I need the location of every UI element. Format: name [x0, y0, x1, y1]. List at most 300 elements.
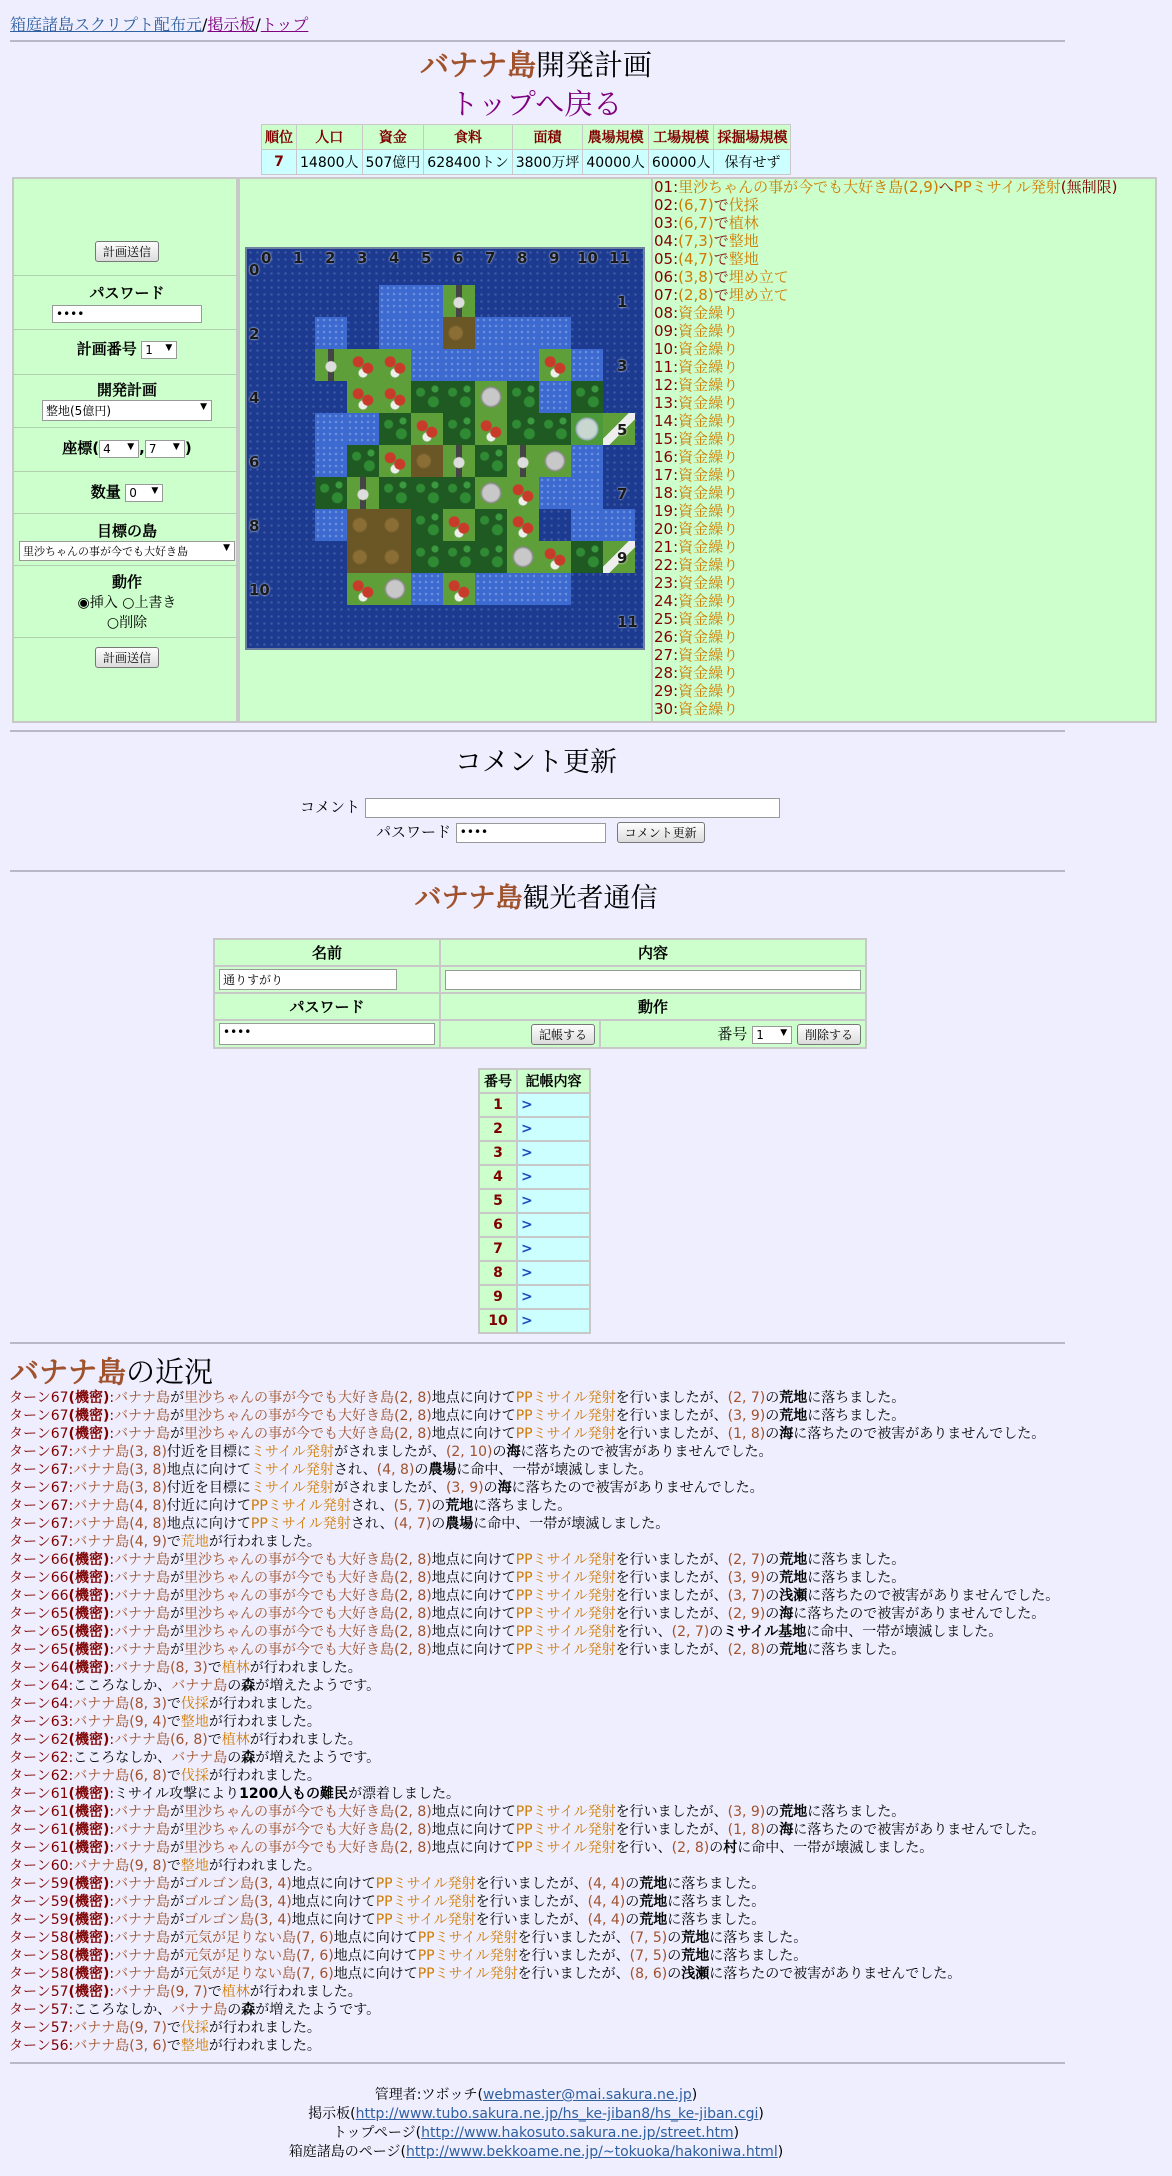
map-tile[interactable]: [347, 381, 379, 413]
log-text: (機密): [68, 1786, 110, 1802]
stat-header: 人口: [297, 125, 363, 150]
map-tile[interactable]: [347, 477, 379, 509]
log-text: ターン65: [9, 1624, 69, 1640]
log-text: 里沙ちゃんの事が今でも大好き島: [184, 1570, 395, 1586]
comment-update-button[interactable]: コメント更新: [617, 822, 705, 843]
coord-y-value: 7: [148, 442, 157, 456]
plan-number: 29:: [654, 682, 679, 700]
map-tile[interactable]: [539, 573, 571, 605]
map-tile[interactable]: [507, 477, 539, 509]
log-text: が行われました。: [208, 1858, 321, 1874]
log-text: が増えたようです。: [255, 1750, 381, 1766]
plan-item: [654, 394, 1154, 412]
log-text: (3, 8): [129, 1480, 167, 1496]
map-tile[interactable]: [411, 317, 443, 349]
log-text: :: [109, 1912, 115, 1928]
log-text: (機密): [68, 1984, 110, 2000]
log-text: が: [170, 1426, 185, 1442]
log-text: ミサイル発射: [250, 1462, 334, 1478]
log-text: (4, 7): [393, 1516, 432, 1532]
map-tile[interactable]: [443, 541, 475, 573]
map-tile[interactable]: [507, 349, 539, 381]
log-text: バナナ島: [114, 1408, 171, 1424]
log-text: ターン63:: [9, 1714, 74, 1730]
plan-item: [654, 682, 1154, 700]
log-text: 里沙ちゃんの事が今でも大好き島: [184, 1408, 395, 1424]
log-text: ターン66: [9, 1552, 69, 1568]
map-tile[interactable]: [443, 317, 475, 349]
map-col-label: 4: [389, 249, 400, 267]
map-tile[interactable]: [443, 509, 475, 541]
log-text: 海: [779, 1426, 794, 1442]
comment-password-field[interactable]: ••••: [456, 823, 606, 843]
password-section: [14, 276, 240, 330]
log-text: (2, 8): [394, 1840, 432, 1856]
log-text: (1, 8): [727, 1426, 766, 1442]
map-tile[interactable]: [379, 349, 411, 381]
log-entry: [9, 1677, 1169, 1695]
log-text: (機密): [68, 1390, 110, 1406]
plan-item: [654, 412, 1154, 430]
chevron-down-icon: ▼: [172, 442, 180, 452]
map-tile[interactable]: [571, 477, 603, 509]
log-text: の: [667, 1966, 682, 1982]
map-tile[interactable]: [379, 445, 411, 477]
log-text: の: [227, 1678, 242, 1694]
log-text: で: [166, 1768, 181, 1784]
map-tile[interactable]: [315, 349, 347, 381]
log-text: が行われました。: [208, 1696, 321, 1712]
map-tile[interactable]: [443, 413, 475, 445]
plan-text: 資金繰り: [678, 430, 739, 448]
write-cell: [440, 1020, 600, 1048]
log-text: 付近を目標に: [166, 1480, 251, 1496]
log-text: :: [109, 1894, 115, 1910]
log-text: ターン67: [9, 1390, 69, 1406]
top-url-link[interactable]: http://www.hakosuto.sakura.ne.jp/street.htm: [421, 2125, 734, 2141]
map-tile[interactable]: [507, 381, 539, 413]
map-tile[interactable]: [539, 349, 571, 381]
message-content: >: [517, 1141, 590, 1165]
log-text: :: [109, 1390, 115, 1406]
visitor-password-field[interactable]: ••••: [219, 1023, 435, 1045]
stat-header: 採掘場規模: [714, 125, 791, 150]
plan-item: [654, 232, 1154, 250]
stat-value: 628400トン: [424, 150, 512, 175]
map-tile[interactable]: [539, 477, 571, 509]
plan-number: 30:: [654, 700, 679, 718]
log-text: (機密): [68, 1660, 110, 1676]
target-island-section: [14, 514, 240, 566]
map-tile[interactable]: [411, 509, 443, 541]
map-tile[interactable]: [315, 317, 347, 349]
log-text: (8, 6): [629, 1966, 668, 1982]
write-button[interactable]: 記帳する: [531, 1024, 595, 1045]
bbs-url-link[interactable]: http://www.tubo.sakura.ne.jp/hs_ke-jiban8/hs_ke-jiban.cgi: [355, 2106, 759, 2122]
action-section: [14, 566, 240, 638]
log-text: ターン61: [9, 1840, 69, 1856]
log-text: PPミサイル発射: [515, 1552, 616, 1568]
message-no: 7: [479, 1237, 517, 1261]
message-row: [479, 1165, 590, 1189]
plan-number: 23:: [654, 574, 679, 592]
log-text: ターン64:: [9, 1678, 74, 1694]
log-entry: [9, 1461, 1169, 1479]
log-text: 植林: [221, 1660, 250, 1676]
action-row-1: [14, 592, 240, 612]
admin-email-link[interactable]: webmaster@mai.sakura.ne.jp: [482, 2087, 692, 2103]
message-table: [478, 1068, 591, 1334]
log-text: 里沙ちゃんの事が今でも大好き島: [184, 1840, 395, 1856]
plan-text: (無制限): [1060, 178, 1118, 196]
plan-text: 資金繰り: [678, 646, 739, 664]
log-text: を行い、: [615, 1840, 672, 1856]
map-tile[interactable]: [315, 509, 347, 541]
message-no: 6: [479, 1213, 517, 1237]
map-tile[interactable]: [507, 317, 539, 349]
map-tile[interactable]: [443, 285, 475, 317]
map-tile[interactable]: [379, 509, 411, 541]
map-tile[interactable]: [571, 445, 603, 477]
log-text: :: [109, 1984, 115, 2000]
log-text: バナナ島: [114, 1732, 171, 1748]
log-text: PPミサイル発射: [515, 1642, 616, 1658]
log-text: :: [109, 1804, 115, 1820]
delete-radio[interactable]: ○: [106, 615, 120, 631]
log-text: (4, 8): [376, 1462, 415, 1478]
log-text: (機密): [68, 1930, 110, 1946]
quantity-label: 数量: [90, 483, 121, 501]
log-text: バナナ島: [73, 1696, 130, 1712]
map-tile[interactable]: [571, 413, 603, 445]
map-tile[interactable]: [347, 349, 379, 381]
log-text: 荒地: [639, 1876, 668, 1892]
log-text: (2, 8): [394, 1570, 432, 1586]
log-text: の: [765, 1426, 780, 1442]
log-text: ターン65: [9, 1642, 69, 1658]
map-tile[interactable]: [411, 573, 443, 605]
log-text: (2, 9): [727, 1606, 766, 1622]
map-tile[interactable]: [379, 541, 411, 573]
log-text: PPミサイル発射: [417, 1930, 518, 1946]
log-text: が: [170, 1822, 185, 1838]
map-tile[interactable]: [411, 413, 443, 445]
log-text: PPミサイル発射: [375, 1876, 476, 1892]
plan-text: で: [713, 214, 729, 232]
map-tile[interactable]: [539, 413, 571, 445]
script-distribution-link[interactable]: 箱庭諸島スクリプト配布元: [10, 15, 203, 34]
plan-text: 整地: [728, 250, 759, 268]
log-text: :: [109, 1840, 115, 1856]
log-text: を行いましたが、: [517, 1966, 630, 1982]
plan-text: (6,7): [678, 196, 714, 214]
log-text: が増えたようです。: [255, 2002, 381, 2018]
plan-item: [654, 502, 1154, 520]
map-tile[interactable]: [571, 541, 603, 573]
map-tile[interactable]: [475, 317, 507, 349]
plan-text: 伐採: [728, 196, 759, 214]
map-tile[interactable]: [379, 413, 411, 445]
map-row-label: 2: [249, 325, 260, 343]
log-text: ターン67:: [9, 1444, 74, 1460]
quantity-section: [14, 472, 240, 514]
insert-radio[interactable]: ◉: [77, 595, 90, 611]
divider: [10, 2062, 1065, 2064]
log-text: PPミサイル発射: [515, 1624, 616, 1640]
log-text: (2, 8): [394, 1552, 432, 1568]
plan-number-select[interactable]: [141, 341, 177, 359]
log-text: に落ちたので被害がありませんでした。: [709, 1966, 962, 1982]
log-text: PPミサイル発射: [515, 1570, 616, 1586]
log-entry: [9, 1533, 1169, 1551]
number-value: 1: [756, 1027, 764, 1042]
map-tile[interactable]: [411, 285, 443, 317]
log-text: (3, 7): [727, 1588, 766, 1604]
stat-value: 60000人: [648, 150, 714, 175]
log-text: (機密): [68, 1732, 110, 1748]
log-entry: [9, 1929, 1169, 1947]
plan-item: [654, 610, 1154, 628]
map-tile[interactable]: [475, 477, 507, 509]
plan-item: [654, 268, 1154, 286]
map-tile[interactable]: [475, 349, 507, 381]
log-text: 地点に向けて: [333, 1948, 418, 1964]
content-input[interactable]: [445, 970, 861, 990]
log-text: PPミサイル発射: [375, 1912, 476, 1928]
map-tile[interactable]: [571, 349, 603, 381]
overwrite-radio[interactable]: ○: [122, 595, 135, 611]
plan-number: 01:: [654, 178, 679, 196]
password-field[interactable]: ••••: [52, 305, 202, 323]
bbs-link[interactable]: 掲示板: [207, 15, 256, 34]
target-island-select[interactable]: [19, 541, 235, 561]
log-text: (4, 4): [587, 1894, 626, 1910]
map-tile[interactable]: [443, 381, 475, 413]
log-text: :: [109, 1642, 115, 1658]
log-text: が: [170, 1930, 185, 1946]
log-text: こころなしか、: [73, 1750, 172, 1766]
log-text: :: [109, 1408, 115, 1424]
map-tile[interactable]: [603, 509, 635, 541]
log-entry: [9, 1569, 1169, 1587]
map-tile[interactable]: [379, 317, 411, 349]
map-tile[interactable]: [443, 477, 475, 509]
plan-number: 12:: [654, 376, 679, 394]
log-text: (3, 6): [129, 2038, 167, 2054]
plan-number: 20:: [654, 520, 679, 538]
coord-y-select[interactable]: [145, 440, 185, 458]
message-row: [479, 1141, 590, 1165]
log-text: (2, 8): [394, 1804, 432, 1820]
log-text: に落ちました。: [709, 1948, 808, 1964]
log-text: 地点に向けて: [431, 1624, 516, 1640]
map-tile[interactable]: [539, 317, 571, 349]
map-tile[interactable]: [379, 285, 411, 317]
log-text: で: [207, 1984, 222, 2000]
log-text: (5, 7): [393, 1498, 432, 1514]
map-tile[interactable]: [507, 445, 539, 477]
log-text: ターン58: [9, 1948, 69, 1964]
log-text: ターン61: [9, 1804, 69, 1820]
log-text: 里沙ちゃんの事が今でも大好き島: [184, 1624, 395, 1640]
log-text: 荒地: [445, 1498, 474, 1514]
delete-button[interactable]: 削除する: [797, 1024, 861, 1045]
message-row: [479, 1117, 590, 1141]
log-text: (2, 8): [671, 1840, 710, 1856]
map-tile[interactable]: [315, 445, 347, 477]
log-text: (2, 7): [727, 1552, 766, 1568]
quantity-select[interactable]: [125, 484, 163, 502]
log-text: の: [625, 1912, 640, 1928]
map-row-label: 3: [617, 357, 628, 375]
action-header: 動作: [440, 993, 866, 1020]
log-text: (6, 8): [170, 1732, 208, 1748]
log-text: 元気が足りない島: [184, 1966, 297, 1982]
log-text: 地点に向けて: [431, 1840, 516, 1856]
map-tile[interactable]: [475, 541, 507, 573]
log-text: を行いましたが、: [615, 1552, 728, 1568]
dev-plan-select[interactable]: [42, 400, 212, 421]
log-text: が漂着しました。: [348, 1786, 461, 1802]
stat-value: 40000人: [583, 150, 649, 175]
map-tile[interactable]: [443, 573, 475, 605]
log-text: 里沙ちゃんの事が今でも大好き島: [184, 1642, 395, 1658]
map-tile[interactable]: [475, 381, 507, 413]
log-text: バナナ島: [171, 1678, 228, 1694]
log-text: に命中、一帯が壊滅しました。: [473, 1516, 670, 1532]
log-entry: [9, 1857, 1169, 1875]
map-tile[interactable]: [507, 541, 539, 573]
log-text: (2, 8): [394, 1642, 432, 1658]
coord-x-select[interactable]: [99, 440, 139, 458]
map-tile[interactable]: [315, 477, 347, 509]
map-tile[interactable]: [379, 381, 411, 413]
log-text: (4, 9): [129, 1534, 167, 1550]
log-text: ターン58: [9, 1930, 69, 1946]
log-text: の: [765, 1570, 780, 1586]
comment-input[interactable]: [365, 798, 780, 818]
link-separator: /: [255, 15, 261, 34]
plan-text: (2,8): [678, 286, 714, 304]
map-tile[interactable]: [475, 573, 507, 605]
comment-password-row: [376, 821, 705, 843]
back-to-top-link[interactable]: トップへ戻る: [449, 87, 623, 121]
map-tile[interactable]: [475, 445, 507, 477]
map-tile[interactable]: [507, 573, 539, 605]
plan-item: [654, 466, 1154, 484]
log-text: (6, 8): [129, 1768, 167, 1784]
log-text: の: [709, 1840, 724, 1856]
plan-item: [654, 448, 1154, 466]
log-text: (8, 3): [170, 1660, 208, 1676]
log-text: バナナ島: [114, 1426, 171, 1442]
log-text: で: [166, 2038, 181, 2054]
map-tile[interactable]: [347, 445, 379, 477]
map-tile[interactable]: [411, 477, 443, 509]
plan-text: 資金繰り: [678, 682, 739, 700]
visitor-password-header: パスワード: [214, 993, 440, 1020]
top-link[interactable]: トップ: [260, 15, 309, 34]
map-tile[interactable]: [347, 541, 379, 573]
map-tile[interactable]: [507, 413, 539, 445]
log-text: (機密): [68, 1552, 110, 1568]
log-text: PPミサイル発射: [417, 1966, 518, 1982]
log-text: の: [431, 1498, 446, 1514]
log-text: で: [166, 1858, 181, 1874]
map-tile[interactable]: [571, 509, 603, 541]
map-tile[interactable]: [411, 445, 443, 477]
log-text: (機密): [68, 1912, 110, 1928]
submit-plan-button[interactable]: 計画送信: [95, 241, 159, 262]
map-tile[interactable]: [539, 541, 571, 573]
map-tile[interactable]: [347, 509, 379, 541]
log-text: バナナ島: [114, 1930, 171, 1946]
log-text: に落ちたので被害がありませんでした。: [793, 1822, 1046, 1838]
map-tile[interactable]: [347, 413, 379, 445]
stat-header: 工場規模: [648, 125, 714, 150]
plan-text: で: [713, 286, 729, 304]
stat-value: 保有せず: [714, 150, 791, 175]
map-tile[interactable]: [507, 509, 539, 541]
log-text: 元気が足りない島: [184, 1948, 297, 1964]
footer: [0, 2086, 1072, 2162]
map-tile[interactable]: [475, 509, 507, 541]
form-top-section: [14, 234, 240, 276]
log-text: バナナ島: [114, 1642, 171, 1658]
map-tile[interactable]: [379, 573, 411, 605]
map-tile[interactable]: [347, 573, 379, 605]
number-select[interactable]: [752, 1026, 792, 1044]
log-text: :: [109, 1786, 115, 1802]
island-map[interactable]: [245, 247, 645, 650]
log-text: (3, 4): [254, 1876, 292, 1892]
submit-plan-button-bottom[interactable]: 計画送信: [95, 647, 159, 668]
message-content: >: [517, 1093, 590, 1117]
map-tile[interactable]: [571, 381, 603, 413]
map-tile[interactable]: [315, 413, 347, 445]
map-tile[interactable]: [475, 413, 507, 445]
map-tile[interactable]: [443, 349, 475, 381]
log-text: :: [109, 1570, 115, 1586]
plan-text: (6,7): [678, 214, 714, 232]
log-text: ターン64:: [9, 1696, 74, 1712]
map-tile[interactable]: [411, 381, 443, 413]
log-text: 森: [241, 2002, 256, 2018]
log-text: を行いましたが、: [615, 1426, 728, 1442]
log-text: PPミサイル発射: [515, 1804, 616, 1820]
footer-paren: ): [777, 2144, 784, 2160]
log-text: に落ちました。: [807, 1570, 906, 1586]
map-tile[interactable]: [379, 477, 411, 509]
log-text: 里沙ちゃんの事が今でも大好き島: [184, 1804, 395, 1820]
log-text: バナナ島: [114, 1966, 171, 1982]
log-text: (4, 4): [587, 1912, 626, 1928]
log-text: され、: [350, 1516, 394, 1532]
map-tile[interactable]: [539, 381, 571, 413]
log-text: バナナ島: [114, 1804, 171, 1820]
map-tile[interactable]: [411, 349, 443, 381]
plan-item: [654, 250, 1154, 268]
hakoniwa-url-link[interactable]: http://www.bekkoame.ne.jp/~tokuoka/hakoniwa.html: [406, 2144, 778, 2160]
map-tile[interactable]: [443, 445, 475, 477]
name-input[interactable]: 通りすがり: [219, 969, 397, 990]
map-tile[interactable]: [539, 445, 571, 477]
message-content: >: [517, 1261, 590, 1285]
plan-text: 埋め立て: [728, 286, 789, 304]
coord-section: [14, 428, 240, 472]
map-tile[interactable]: [411, 541, 443, 573]
log-text: 地点に向けて: [431, 1408, 516, 1424]
